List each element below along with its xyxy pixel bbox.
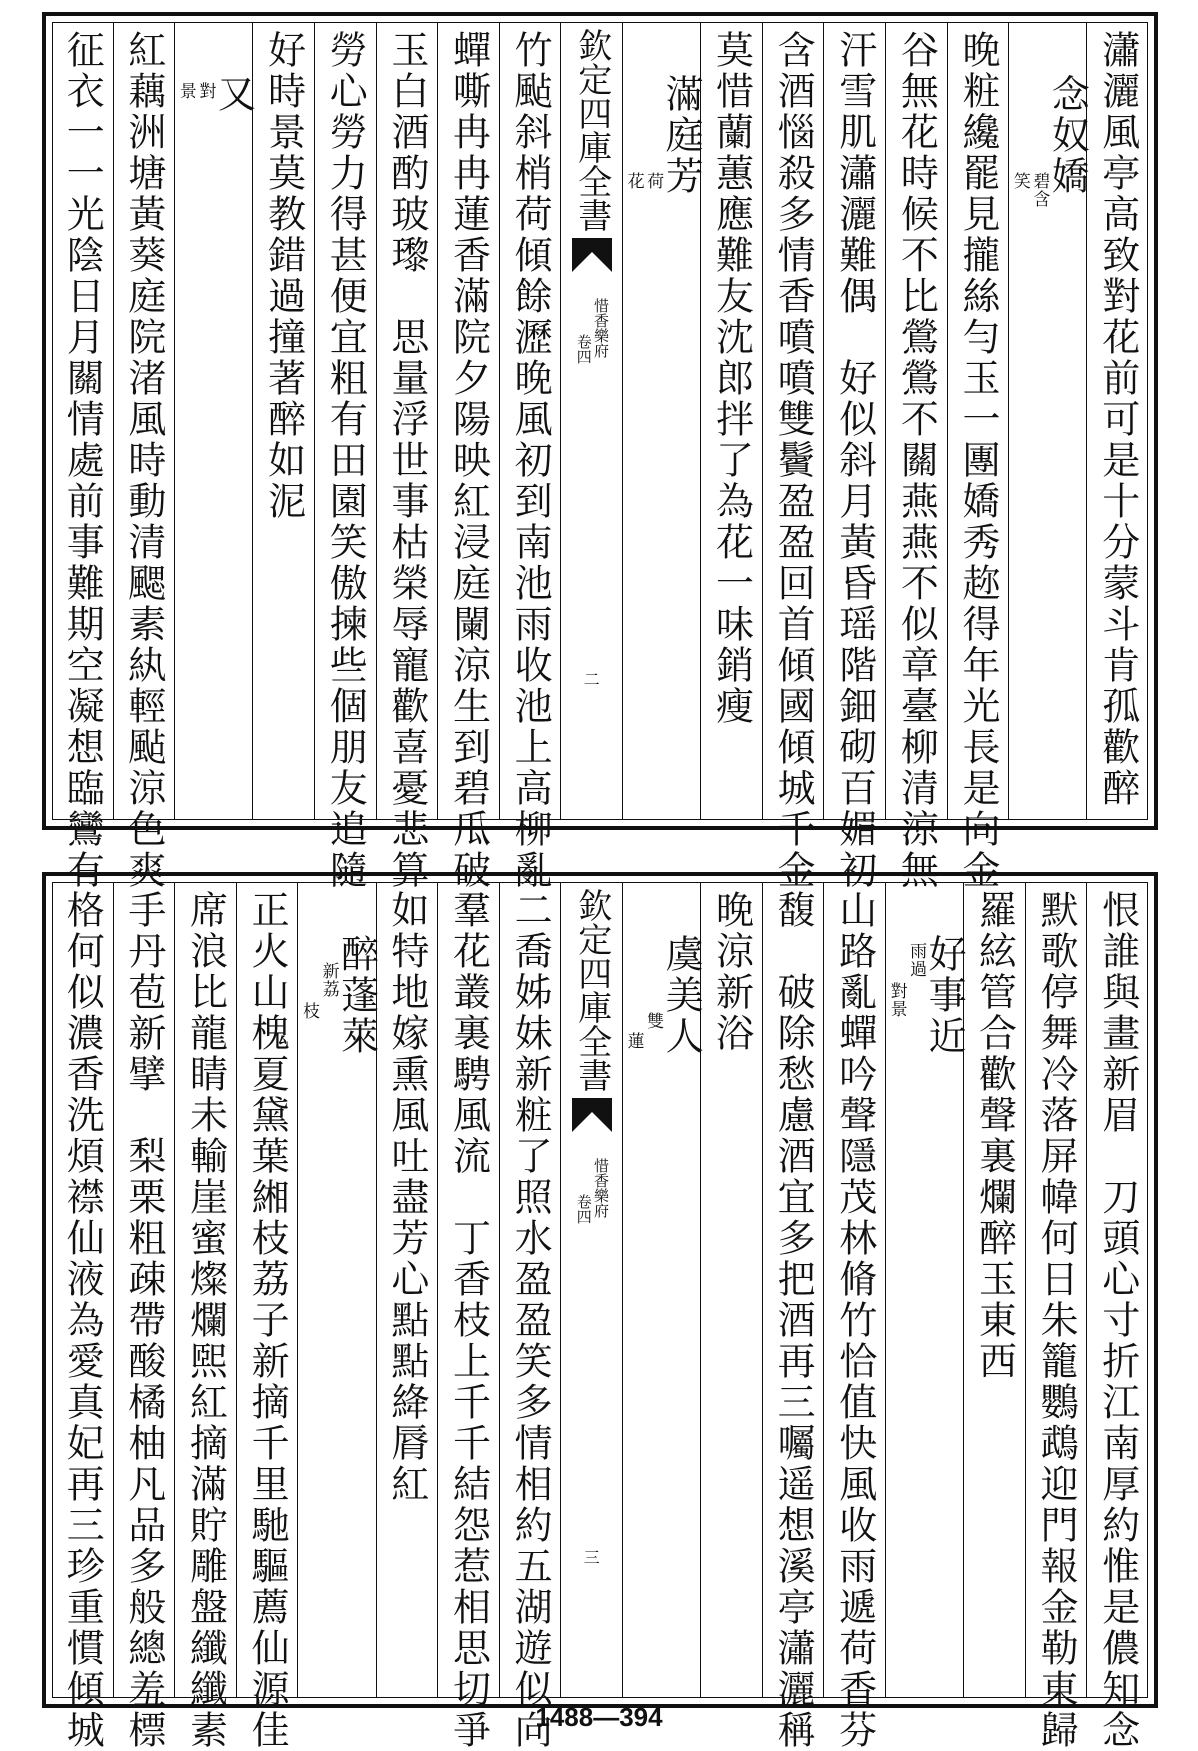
- book-center-column: [560, 882, 622, 1698]
- column-text: 瀟灑風亭高致對花前可是十分蒙斗肯孤歡醉: [1095, 30, 1140, 809]
- column-text: 晚涼新浴: [709, 890, 754, 1054]
- text-column: [236, 882, 298, 1751]
- title-note: 雨過: [906, 942, 927, 978]
- title-column: [297, 882, 379, 1698]
- tune-title: 好事近: [922, 934, 967, 1057]
- tune-title: 念奴嬌: [1045, 74, 1090, 197]
- title-note: 枝: [299, 1002, 320, 1020]
- text-column: [52, 882, 113, 1751]
- column-text: 竹颭斜梢荷傾餘瀝晚風初到南池雨收池上高柳亂: [508, 30, 553, 891]
- text-column: [762, 22, 824, 891]
- title-column: [174, 22, 256, 820]
- column-text: 征衣一一光陰日月關情處前事難期空凝想臨鸞有: [60, 30, 105, 891]
- text-column: [1086, 882, 1148, 1751]
- column-text: 羣花叢裏騁風流 丁香枝上千千結怨惹相思切爭: [446, 890, 491, 1751]
- column-text: 馥 破除愁慮酒宜多把酒再三囑遥想溪亭瀟灑稱: [771, 890, 816, 1751]
- column-text: 山路亂蟬吟聲隱茂林脩竹恰值快風收雨遞荷香芬: [832, 890, 877, 1751]
- text-column: [376, 882, 438, 1698]
- title-note: 雙: [643, 1012, 664, 1030]
- text-column: [1086, 22, 1148, 820]
- text-column: [113, 882, 175, 1751]
- title-note: 碧含: [1029, 172, 1050, 208]
- column-text: 蟬嘶冉冉蓮香滿院夕陽映紅浸庭闌涼生到碧瓜破: [446, 30, 491, 891]
- text-column: [885, 22, 947, 891]
- title-note: 笑: [1009, 172, 1030, 190]
- column-text: 二喬姊妹新粧了照水盈盈笑多情相約五湖遊似向: [508, 890, 553, 1751]
- volume-label: 卷四: [574, 1194, 593, 1224]
- text-column: [52, 22, 113, 891]
- folio-number: 三: [583, 1548, 600, 1567]
- title-note: 花: [623, 172, 644, 190]
- text-column: [499, 882, 561, 1751]
- text-column: [376, 22, 438, 891]
- column-text: 好時景莫教錯過撞著醉如泥: [261, 30, 306, 522]
- text-column: [314, 22, 376, 891]
- book-title: 欽定四庫全書: [571, 888, 612, 1092]
- column-text: 汗雪肌瀟灑難偶 好似斜月黃昏瑶階鈿砌百媚初: [832, 30, 877, 891]
- column-text: 默歌停舞冷落屏幃何日朱籠鸚鵡迎門報金勒東歸: [1034, 890, 1079, 1751]
- column-text: 如特地嫁熏風吐盡芳心點點絳脣紅: [384, 890, 429, 1505]
- page-number: 1488—394: [535, 1702, 663, 1732]
- fish-tail-mark-icon: [570, 236, 614, 274]
- column-text: 玉白酒酌玻瓈 思量浮世事枯榮辱寵歡喜憂悲算: [384, 30, 429, 891]
- title-note: 荷: [643, 172, 664, 190]
- title-column: [622, 882, 704, 1698]
- title-note: 對: [195, 82, 216, 100]
- text-column: [700, 22, 762, 820]
- text-column: [823, 22, 885, 891]
- top-columns: [52, 22, 1148, 891]
- text-column: [499, 22, 561, 891]
- title-note: 蓮: [623, 1032, 644, 1050]
- tune-title: 又: [211, 74, 256, 115]
- folio-number: 二: [583, 670, 600, 689]
- tune-title: 滿庭芳: [659, 74, 704, 197]
- book-title: 欽定四庫全書: [571, 28, 612, 232]
- book-center-column: [560, 22, 622, 820]
- column-text: 勞心勞力得甚便宜粗有田園笑傲揀些個朋友追隨: [323, 30, 368, 891]
- text-column: [762, 882, 824, 1751]
- text-column: [437, 882, 499, 1751]
- column-text: 晚粧纔罷見攏絲勻玉一團嬌秀趂得年光長是向金: [955, 30, 1000, 891]
- title-column: [1008, 22, 1090, 820]
- text-column: [252, 22, 314, 820]
- book-subtitle: 惜香樂府: [592, 1158, 610, 1218]
- title-column: [885, 882, 967, 1698]
- column-text: 含酒惱殺多情香噴噴雙鬢盈盈回首傾國傾城千金: [771, 30, 816, 891]
- column-text: 手丹苞新擘 梨栗粗疎帶酸橘柚凡品多般總羞標: [121, 890, 166, 1751]
- text-column: [1025, 882, 1087, 1751]
- text-column: [700, 882, 762, 1698]
- text-column: [437, 22, 499, 891]
- text-column: [963, 882, 1025, 1698]
- volume-label: 卷四: [574, 334, 593, 364]
- column-text: 羅絃管合歡聲裏爛醉玉東西: [972, 890, 1017, 1382]
- tune-title: 醉蓬萊: [334, 934, 379, 1057]
- column-text: 席浪比龍睛未輸崖蜜燦爛煕紅摘滿貯雕盤纖纖素: [183, 890, 228, 1751]
- column-text: 谷無花時候不比鶯鶯不關燕燕不似章臺柳清涼無: [894, 30, 939, 891]
- top-page-frame: [42, 12, 1158, 891]
- fish-tail-mark-icon: [570, 1096, 614, 1134]
- title-note: 新荔: [318, 962, 339, 998]
- text-column: [113, 22, 175, 891]
- column-text: 正火山槐夏黛葉緗枝荔子新摘千里馳驅薦仙源佳: [245, 890, 290, 1751]
- column-text: 恨誰與畫新眉 刀頭心寸折江南厚約惟是儂知念: [1095, 890, 1140, 1751]
- tune-title: 虞美人: [659, 934, 704, 1057]
- title-note: 景: [175, 82, 196, 100]
- text-column: [823, 882, 885, 1751]
- column-text: 格何似濃香洗煩襟仙液為愛真妃再三珍重慣傾城: [60, 890, 105, 1751]
- column-text: 紅藕洲塘黃葵庭院渚風時動清颸素紈輕颭涼色爽: [121, 30, 166, 891]
- text-column: [174, 882, 236, 1751]
- title-note: 對景: [886, 982, 907, 1018]
- title-column: [622, 22, 704, 820]
- column-text: 莫惜蘭蕙應難友沈郎拌了為花一味銷瘦: [709, 30, 754, 727]
- text-column: [947, 22, 1009, 891]
- book-subtitle: 惜香樂府: [592, 298, 610, 358]
